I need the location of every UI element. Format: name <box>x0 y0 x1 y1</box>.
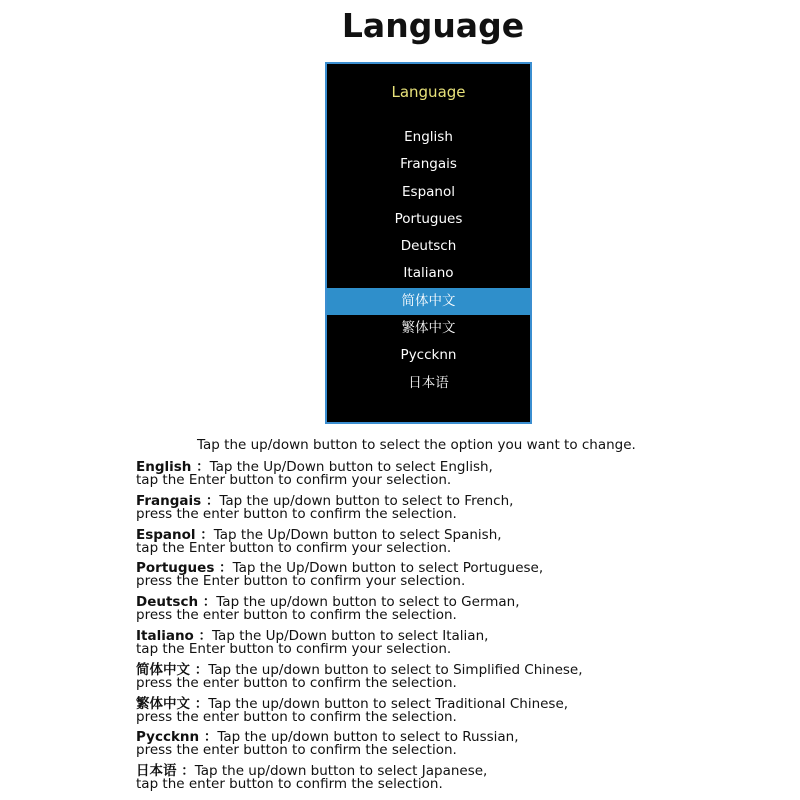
description-term: Portugues <box>136 560 215 577</box>
description-text: Tap the up/down button to select Traditional Chinese, <box>208 695 569 712</box>
language-option-german[interactable]: Deutsch <box>400 238 457 255</box>
description-separator: ： <box>199 729 218 746</box>
description-term: 繁体中文 <box>136 695 190 712</box>
description-italian <box>136 627 776 664</box>
description-term: Espanol <box>136 526 196 543</box>
description-traditional-chinese <box>136 695 776 732</box>
description-line-2: tap the Enter button to confirm your selection. <box>136 472 452 488</box>
osd-menu-title: Language <box>391 83 466 101</box>
description-separator: ： <box>198 594 217 611</box>
description-separator: ： <box>190 695 209 712</box>
description-text: Tap the Up/Down button to select Spanish, <box>213 526 502 543</box>
description-text: Tap the up/down button to select to German, <box>216 594 520 611</box>
description-line-2: tap the Enter button to confirm your selection. <box>136 640 452 657</box>
description-term: 简体中文 <box>136 661 190 678</box>
description-portuguese <box>136 562 776 596</box>
description-text: Tap the Up/Down button to select Portuguese, <box>232 560 544 577</box>
language-option-russian[interactable]: Pyccknn <box>400 347 457 364</box>
description-german <box>136 596 776 630</box>
description-term: Deutsch <box>136 594 199 611</box>
language-option-italian[interactable]: Italiano <box>403 265 454 282</box>
language-option-japanese[interactable]: 日本语 <box>408 374 449 391</box>
page-title: Language <box>341 6 525 45</box>
description-term: Frangais <box>136 492 202 509</box>
description-russian <box>136 731 776 765</box>
description-line-2: press the enter button to confirm the selection. <box>136 505 457 522</box>
language-option-list <box>327 124 530 397</box>
description-text: Tap the up/down button to select to Simplified Chinese, <box>208 661 583 678</box>
description-text: Tap the up/down button to select to French, <box>219 492 514 509</box>
description-french <box>136 492 776 529</box>
description-separator: ： <box>193 627 213 644</box>
description-line-2: press the enter button to confirm the selection. <box>136 708 457 725</box>
description-line-2: tap the Enter button to confirm your selection. <box>136 539 452 556</box>
language-descriptions <box>136 461 776 799</box>
language-option-traditional-chinese[interactable]: 繁体中文 <box>401 320 456 337</box>
description-term: Italiano <box>136 627 194 644</box>
description-term: 日本语 <box>136 763 177 780</box>
language-option-spanish[interactable]: Espanol <box>402 183 455 200</box>
language-option-french[interactable]: Frangais <box>400 156 457 173</box>
description-separator: ： <box>201 492 220 509</box>
description-line-2: press the enter button to confirm the selection. <box>136 607 457 624</box>
language-option-simplified-chinese[interactable]: 简体中文 <box>327 288 530 315</box>
description-simplified-chinese <box>136 661 776 698</box>
description-text: Tap the Up/Down button to select Italian, <box>212 627 489 644</box>
description-english <box>136 461 776 495</box>
description-separator: ： <box>176 763 195 780</box>
description-separator: ： <box>214 560 233 577</box>
description-japanese <box>136 765 776 799</box>
description-line-2: press the enter button to confirm the selection. <box>136 674 457 691</box>
language-option-portuguese[interactable]: Portugues <box>394 210 463 227</box>
description-term: English <box>136 459 192 475</box>
description-text: Tap the up/down button to select to Russian, <box>217 729 519 746</box>
description-spanish <box>136 526 776 563</box>
description-term: Pyccknn <box>136 729 200 746</box>
description-line-2: press the enter button to confirm the selection. <box>136 742 457 759</box>
description-separator: ： <box>190 661 209 678</box>
description-separator: ： <box>195 526 214 543</box>
description-separator: ： <box>191 459 210 475</box>
language-option-english[interactable]: English <box>404 129 453 145</box>
description-line-2: tap the enter button to confirm the selection. <box>136 776 443 793</box>
description-line-2: press the Enter button to confirm your selection. <box>136 573 466 590</box>
intro-instruction: Tap the up/down button to select the option you want to change. <box>197 437 636 453</box>
description-text: Tap the up/down button to select Japanese, <box>194 763 488 780</box>
language-osd-menu <box>325 62 532 424</box>
description-text: Tap the Up/Down button to select English, <box>209 459 493 475</box>
